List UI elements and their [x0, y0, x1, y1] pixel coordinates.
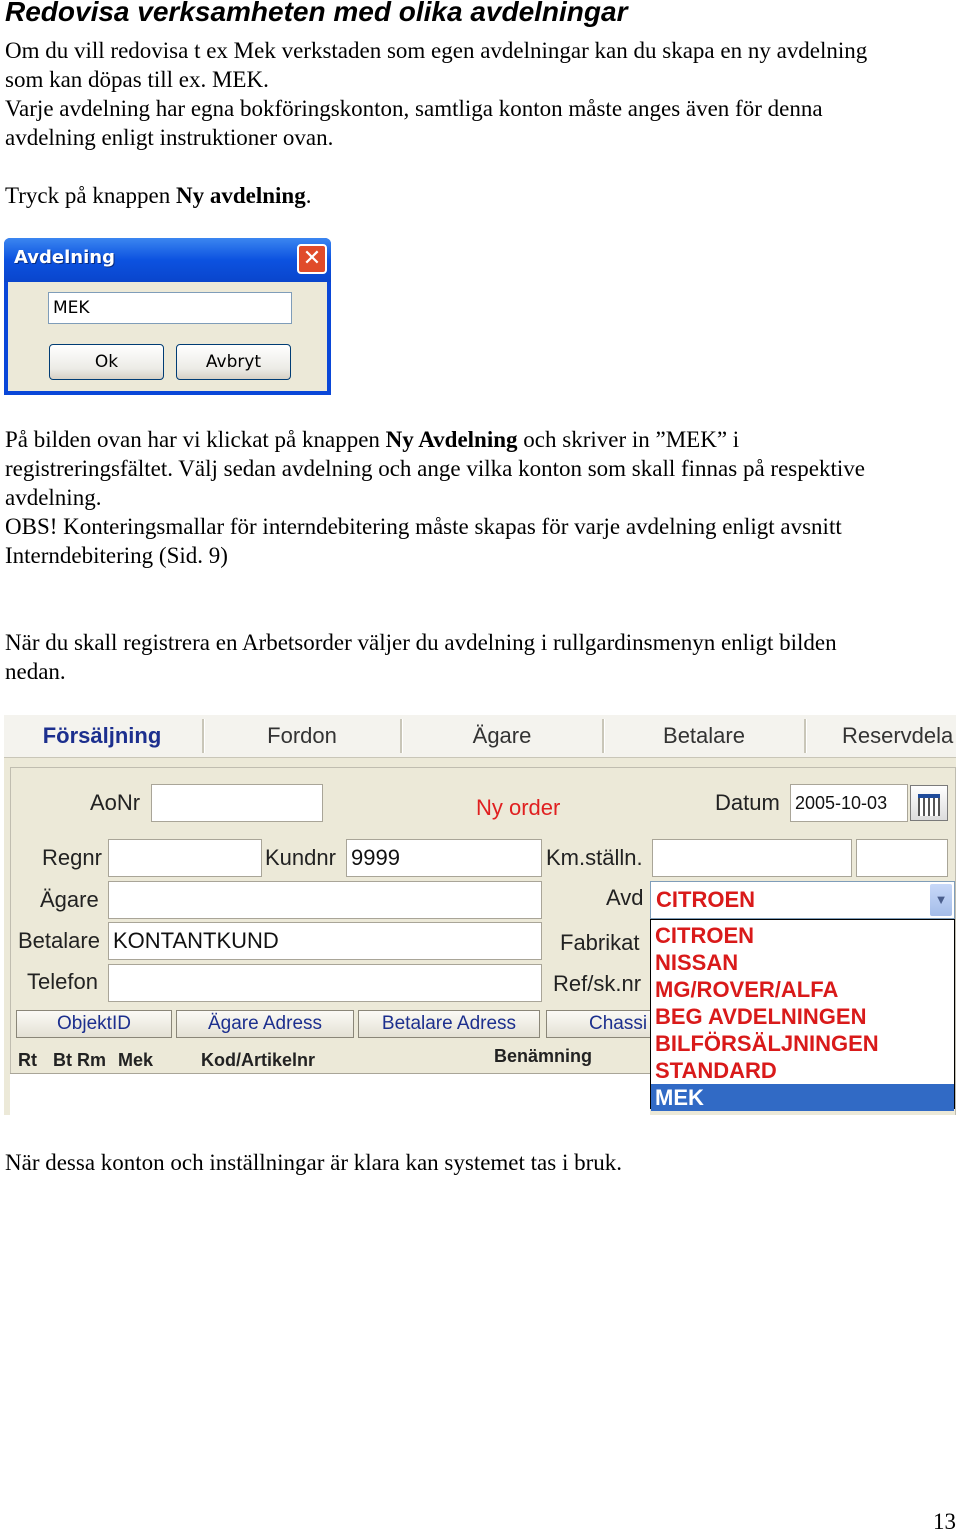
page-heading: Redovisa verksamheten med olika avdelningar [5, 0, 628, 27]
betalare-adress-button[interactable]: Betalare Adress [358, 1010, 540, 1038]
avdelning-dropdown-list [650, 919, 955, 1109]
dropdown-option-mek[interactable]: MEK [651, 1084, 954, 1111]
fabrikat-label: Fabrikat [560, 930, 640, 955]
kundnr-label: Kundnr [265, 845, 336, 870]
betalare-input[interactable]: KONTANTKUND [108, 922, 542, 960]
dropdown-option-standard[interactable]: STANDARD [655, 1058, 777, 1083]
datum-input[interactable]: 2005-10-03 [790, 784, 908, 822]
intro-line: Om du vill redovisa t ex Mek verkstaden som egen avdelningar kan du skapa en ny avdelning [5, 38, 868, 63]
avdelning-selected-value: CITROEN [656, 887, 755, 912]
close-icon[interactable]: ✕ [297, 244, 327, 274]
avd-label: Avd [606, 885, 644, 910]
betalare-label: Betalare [18, 928, 100, 953]
press-text: Tryck på knappen [5, 183, 176, 208]
aonr-label: AoNr [90, 790, 141, 815]
tab-betalare[interactable]: Betalare [663, 723, 745, 748]
kundnr-input[interactable]: 9999 [346, 839, 542, 877]
press-button-name: Ny avdelning [175, 183, 306, 208]
order-line: När du skall registrera en Arbetsorder väljer du avdelning i rullgardinsmenyn enligt bilden [5, 630, 837, 655]
dropdown-option-nissan[interactable]: NISSAN [655, 950, 739, 975]
dialog-body [8, 282, 327, 391]
objektid-button[interactable]: ObjektID [16, 1010, 172, 1038]
press-instruction [5, 181, 955, 210]
tab-separator [804, 719, 807, 753]
datum-label: Datum [715, 790, 780, 815]
ny-order-label: Ny order [476, 795, 561, 820]
column-header-btrm: Bt Rm [53, 1050, 106, 1070]
dialog-title: Avdelning [14, 247, 115, 268]
dropdown-option-citroen[interactable]: CITROEN [655, 923, 754, 948]
km-label: Km.ställn. [546, 845, 643, 870]
avdelning-dialog [4, 238, 331, 395]
intro-line: avdelning enligt instruktioner ovan. [5, 125, 334, 150]
agare-adress-button[interactable]: Ägare Adress [176, 1010, 354, 1038]
closing-paragraph: När dessa konton och inställningar är klara kan systemet tas i bruk. [5, 1150, 623, 1175]
explanation-line: registreringsfältet. Välj sedan avdelning och ange vilka konton som skall finnas på respektive [5, 456, 865, 481]
dropdown-option-mg-rover-alfa[interactable]: MG/ROVER/ALFA [655, 977, 839, 1002]
calendar-icon[interactable] [910, 785, 948, 821]
obs-line: Interndebitering (Sid. 9) [5, 543, 228, 568]
dropdown-option-bilforsaljningen[interactable]: BILFÖRSÄLJNINGEN [655, 1031, 879, 1056]
avdelning-select[interactable] [650, 881, 955, 919]
ok-button[interactable]: Ok [49, 344, 164, 380]
agare-label: Ägare [40, 887, 99, 912]
intro-line: Varje avdelning har egna bokföringskonton, samtliga konton måste anges även för denna [5, 96, 823, 121]
explanation-paragraph [5, 425, 955, 570]
order-rows-list[interactable] [10, 1073, 650, 1115]
avdelning-name-input[interactable]: MEK [48, 292, 292, 324]
cancel-button[interactable]: Avbryt [176, 344, 291, 380]
tab-fordon[interactable]: Fordon [267, 723, 337, 748]
explanation-bold: Ny Avdelning [385, 427, 518, 452]
order-paragraph [5, 628, 955, 686]
chevron-down-icon[interactable]: ▼ [930, 884, 952, 916]
aonr-input[interactable] [151, 784, 323, 822]
telefon-label: Telefon [27, 969, 98, 994]
press-text-end: . [305, 183, 312, 208]
dialog-titlebar [4, 238, 331, 282]
column-header-kod: Kod/Artikelnr [201, 1050, 316, 1070]
explanation-text: På bilden ovan har vi klickat på knappen [5, 427, 386, 452]
order-form-screenshot [4, 715, 956, 1115]
ref-label: Ref/sk.nr [553, 971, 642, 996]
explanation-line: avdelning. [5, 485, 102, 510]
tab-forsaljning[interactable]: Försäljning [42, 723, 162, 748]
km-input[interactable] [652, 839, 852, 877]
tab-agare[interactable]: Ägare [472, 723, 532, 748]
page-number: 13 [933, 1509, 956, 1534]
column-header-benamning: Benämning [494, 1046, 593, 1066]
dropdown-option-beg-avdelningen[interactable]: BEG AVDELNINGEN [655, 1004, 867, 1029]
tab-bar [4, 715, 956, 758]
regnr-label: Regnr [42, 845, 102, 870]
chassi-button[interactable]: Chassi [546, 1010, 656, 1038]
agare-input[interactable] [108, 881, 542, 919]
obs-line: OBS! Konteringsmallar för interndebitering måste skapas för varje avdelning enligt avsnitt [5, 514, 842, 539]
intro-line: som kan döpas till ex. MEK. [5, 67, 269, 92]
telefon-input[interactable] [108, 964, 542, 1002]
km-extra-input[interactable] [856, 839, 948, 877]
column-header-mek: Mek [118, 1050, 154, 1070]
order-line: nedan. [5, 659, 66, 684]
regnr-input[interactable] [108, 839, 262, 877]
explanation-text: och skriver in ”MEK” i [517, 427, 740, 452]
intro-paragraph [5, 36, 955, 152]
tab-reservdelar[interactable]: Reservdela [842, 723, 954, 748]
column-header-rt: Rt [18, 1050, 37, 1070]
